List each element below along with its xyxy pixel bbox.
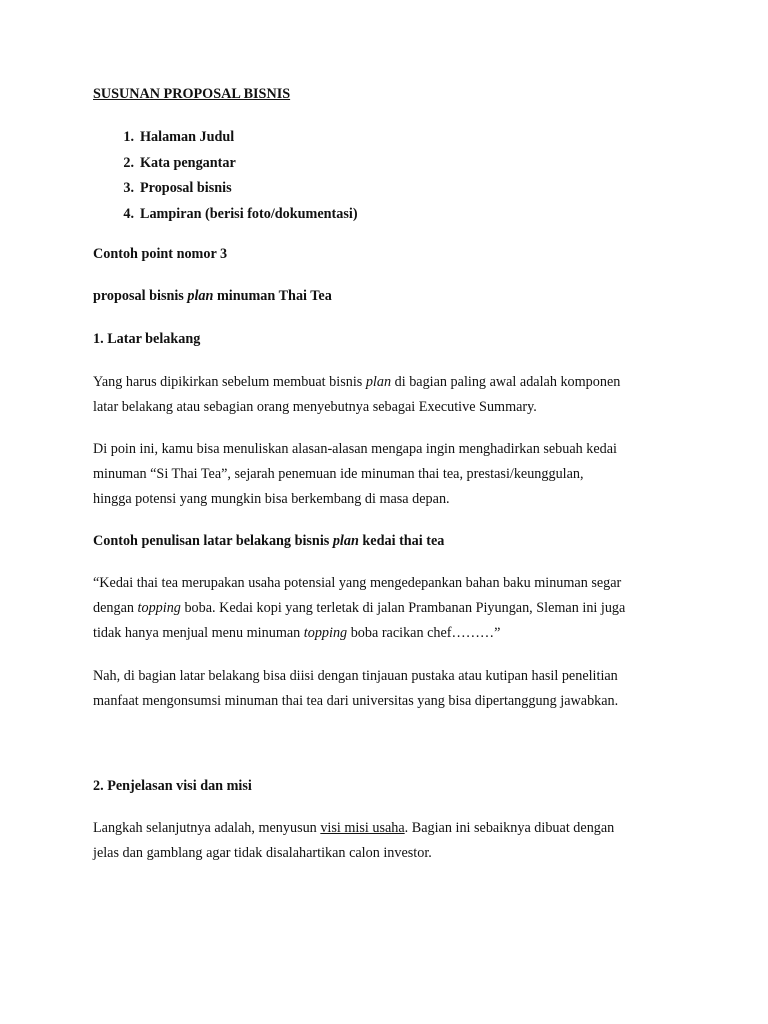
toc-item xyxy=(93,126,358,152)
text-run: . Bagian ini sebaiknya dibuat dengan xyxy=(404,820,615,836)
toc-item-number: 1. xyxy=(123,129,134,145)
section2-paragraph-1 xyxy=(93,816,683,866)
section1-paragraph-3 xyxy=(93,664,683,714)
example-writing-heading xyxy=(93,533,444,550)
toc-item-label: Lampiran (berisi foto/dokumentasi) xyxy=(140,205,358,222)
proposal-heading-italic: plan xyxy=(187,288,214,304)
section1-heading: 1. Latar belakang xyxy=(93,331,201,347)
proposal-heading xyxy=(93,288,332,305)
paragraph-line: hingga potensi yang mungkin bisa berkembang di masa depan. xyxy=(93,491,450,507)
paragraph-line: jelas dan gamblang agar tidak disalahartikan calon investor. xyxy=(93,845,432,861)
text-run: kedai thai tea xyxy=(358,533,445,549)
toc-item-number: 2. xyxy=(123,154,134,171)
paragraph-line: “Kedai thai tea merupakan usaha potensial yang mengedepankan bahan baku minuman segar xyxy=(93,575,622,591)
paragraph-line xyxy=(93,816,683,841)
paragraph-line xyxy=(93,621,683,646)
text-run: boba racikan chef………” xyxy=(347,625,501,641)
toc-item xyxy=(93,203,358,229)
italic-text: plan xyxy=(365,374,392,390)
section2-heading: 2. Penjelasan visi dan misi xyxy=(93,778,252,794)
paragraph-line: latar belakang atau sebagian orang menyebutnya sebagai Executive Summary. xyxy=(93,399,537,415)
text-run: di bagian paling awal adalah komponen xyxy=(391,374,621,390)
toc-item-label: Halaman Judul xyxy=(140,129,235,145)
table-of-contents xyxy=(93,126,358,228)
proposal-heading-text: proposal bisnis xyxy=(93,288,188,304)
italic-text: plan xyxy=(332,533,359,549)
italic-text: topping xyxy=(303,625,348,641)
visi-misi-link[interactable]: visi misi usaha xyxy=(320,820,405,836)
text-run: boba. Kedai kopi yang terletak di jalan Prambanan Piyungan, Sleman ini juga xyxy=(180,600,626,616)
section1-paragraph-1 xyxy=(93,370,683,420)
text-run: Yang harus dipikirkan sebelum membuat bisnis xyxy=(93,374,366,390)
toc-item-label: Kata pengantar xyxy=(140,154,236,171)
paragraph-line: manfaat mengonsumsi minuman thai tea dari universitas yang bisa dipertanggung jawabkan. xyxy=(93,693,619,709)
toc-item-number: 3. xyxy=(123,180,134,196)
proposal-heading-text-end: minuman Thai Tea xyxy=(213,288,332,304)
section1-paragraph-2 xyxy=(93,437,683,512)
paragraph-line: Nah, di bagian latar belakang bisa diisi dengan tinjauan pustaka atau kutipan hasil penelitian xyxy=(93,668,618,684)
text-run: Contoh penulisan latar belakang bisnis xyxy=(93,533,333,549)
paragraph-line: minuman “Si Thai Tea”, sejarah penemuan ide minuman thai tea, prestasi/keunggulan, xyxy=(93,466,584,482)
italic-text: topping xyxy=(137,600,181,616)
text-run: Langkah selanjutnya adalah, menyusun xyxy=(93,820,321,836)
paragraph-line xyxy=(93,370,683,395)
paragraph-line xyxy=(93,596,683,621)
text-run: tidak hanya menjual menu minuman xyxy=(93,625,304,641)
toc-item xyxy=(93,152,358,178)
paragraph-line: Di poin ini, kamu bisa menuliskan alasan-alasan mengapa ingin menghadirkan sebuah kedai xyxy=(93,441,618,457)
toc-item-number: 4. xyxy=(123,205,134,222)
toc-item xyxy=(93,177,358,203)
example-heading: Contoh point nomor 3 xyxy=(93,246,228,262)
toc-item-label: Proposal bisnis xyxy=(140,180,232,196)
text-run: dengan xyxy=(93,600,138,616)
example-quote xyxy=(93,571,683,646)
document-title: SUSUNAN PROPOSAL BISNIS xyxy=(93,86,291,102)
